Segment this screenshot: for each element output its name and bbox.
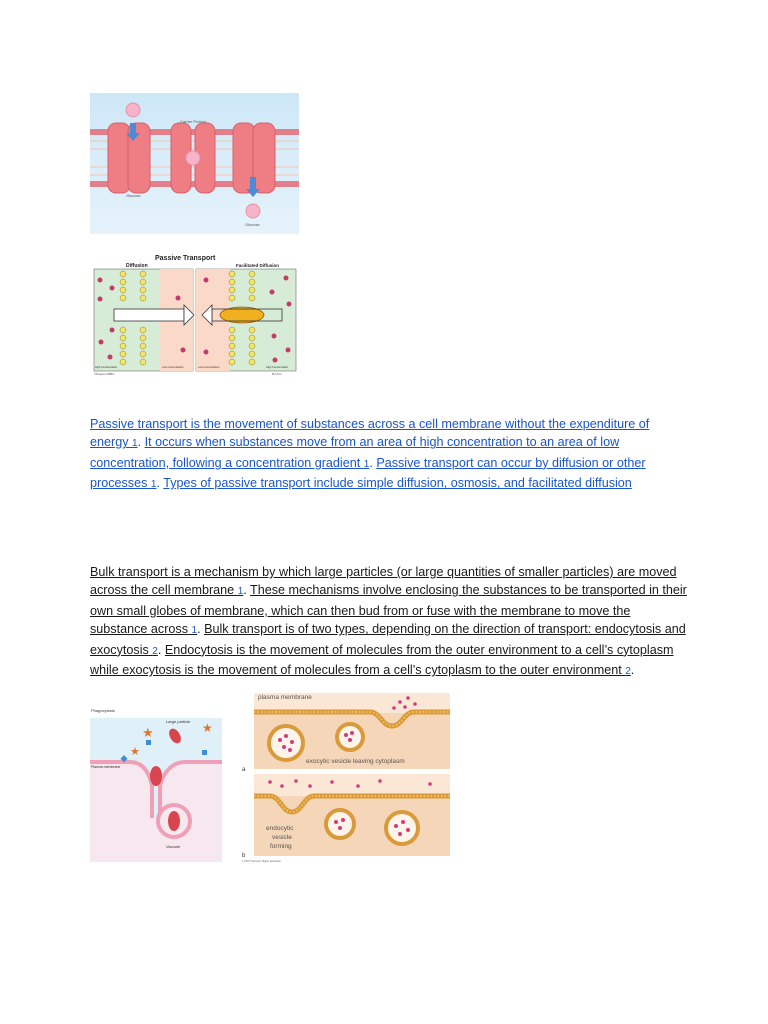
endocytic-label-1: endocytic: [266, 825, 294, 832]
citation-ref: 1: [237, 586, 244, 598]
sentence-separator: .: [157, 642, 165, 657]
passive-sentence-4-text: Types of passive transport include simple diffusion, osmosis, and facilitated diffusion: [163, 476, 632, 491]
passive-transport-paragraph: [90, 415, 690, 495]
citation-ref: 2: [152, 645, 158, 657]
passive-sentence-1-text: Passive transport is the movement of substances across a cell membrane without the expenditure of energy: [90, 417, 650, 450]
passive-credit-right: BYJU's: [272, 372, 282, 376]
diffusion-low-label: Low Concentration: [162, 366, 184, 369]
sentence-separator: .: [369, 455, 377, 470]
star-particle: ★: [142, 725, 154, 740]
star-particle: ★: [130, 746, 140, 758]
panel-a-label: a: [242, 767, 246, 773]
passive-sentence-4[interactable]: [163, 476, 632, 490]
plasma-membrane-label-a: plasma membrane: [258, 694, 312, 701]
sentence-separator: .: [243, 583, 251, 598]
thomson-credit: © 2007 Thomson Higher Education: [242, 860, 282, 863]
endocytic-label-2: vesicle: [272, 834, 292, 841]
citation-ref: 1: [132, 438, 138, 450]
large-particle-label: Large particle: [166, 719, 191, 724]
passive-sentence-3-text: Passive transport can occur by diffusion or other processes: [90, 455, 646, 491]
facilitated-diffusion-title: Facilitated Diffusion: [236, 263, 280, 268]
panel-b-label: b: [242, 853, 246, 859]
bulk-sentence-3-text: Bulk transport is of two types, depending on the direction of transport: endocytosis and exocytosis: [90, 622, 686, 657]
plasma-membrane-label: Plasma membrane: [91, 765, 121, 769]
sentence-separator: .: [197, 622, 205, 637]
passive-transport-title: Passive Transport: [155, 255, 216, 262]
passive-transport-figure: [90, 252, 300, 376]
bulk-transport-paragraph: [90, 563, 690, 681]
bulk-sentence-4[interactable]: [90, 643, 674, 677]
glucose-label-left: Glucose: [126, 193, 141, 198]
endocytic-label-3: forming: [270, 843, 292, 850]
passive-credit-left: ©Pearson/BBC: [94, 372, 115, 376]
passive-sentence-2-text: It occurs when substances move from an area of high concentration to an area of low concentration, following a concentration gradient: [90, 435, 620, 470]
phagocytosis-figure: [90, 706, 222, 862]
carrier-protein-label: Carrier Protein: [180, 119, 207, 124]
citation-ref: 1: [191, 625, 198, 637]
citation-ref: 1: [150, 479, 157, 491]
facilitated-high-label: High Concentration: [266, 366, 289, 369]
paragraph-end-mark: .: [630, 663, 635, 678]
star-particle: ★: [202, 721, 213, 735]
sentence-separator: .: [156, 476, 164, 491]
carrier-protein-figure: [90, 93, 299, 234]
phagocytosis-title: Phagocytosis: [91, 708, 115, 713]
diffusion-high-label: High Concentration: [95, 366, 118, 369]
exocytic-vesicle-label: exocytic vesicle leaving cytoplasm: [306, 758, 405, 765]
bulk-sentence-1-text: Bulk transport is a mechanism by which large particles (or large quantities of smaller particles) are moved across the cell membrane: [90, 565, 677, 598]
citation-ref: 2: [625, 666, 631, 678]
bulk-sentence-4-text: Endocytosis is the movement of molecules from the outer environment to a cell’s cytoplasm while exocytosis is the movement of molecules from a cell’s cytoplasm to the outer environment: [90, 642, 674, 678]
vacuole-label: Vacuole: [166, 844, 181, 849]
sentence-separator: .: [137, 435, 145, 450]
exo-endocytosis-figure: [240, 690, 451, 864]
citation-ref: 1: [363, 458, 370, 470]
facilitated-low-label: Low Concentration: [198, 366, 220, 369]
diffusion-title: Diffusion: [126, 263, 148, 269]
glucose-label-bottom: Glucose: [245, 222, 260, 227]
bulk-sentence-2-text: These mechanisms involve enclosing the substances to be transported in their own small globes of membrane, which can then bud from or fuse with the membrane to move the substance across: [90, 583, 687, 637]
